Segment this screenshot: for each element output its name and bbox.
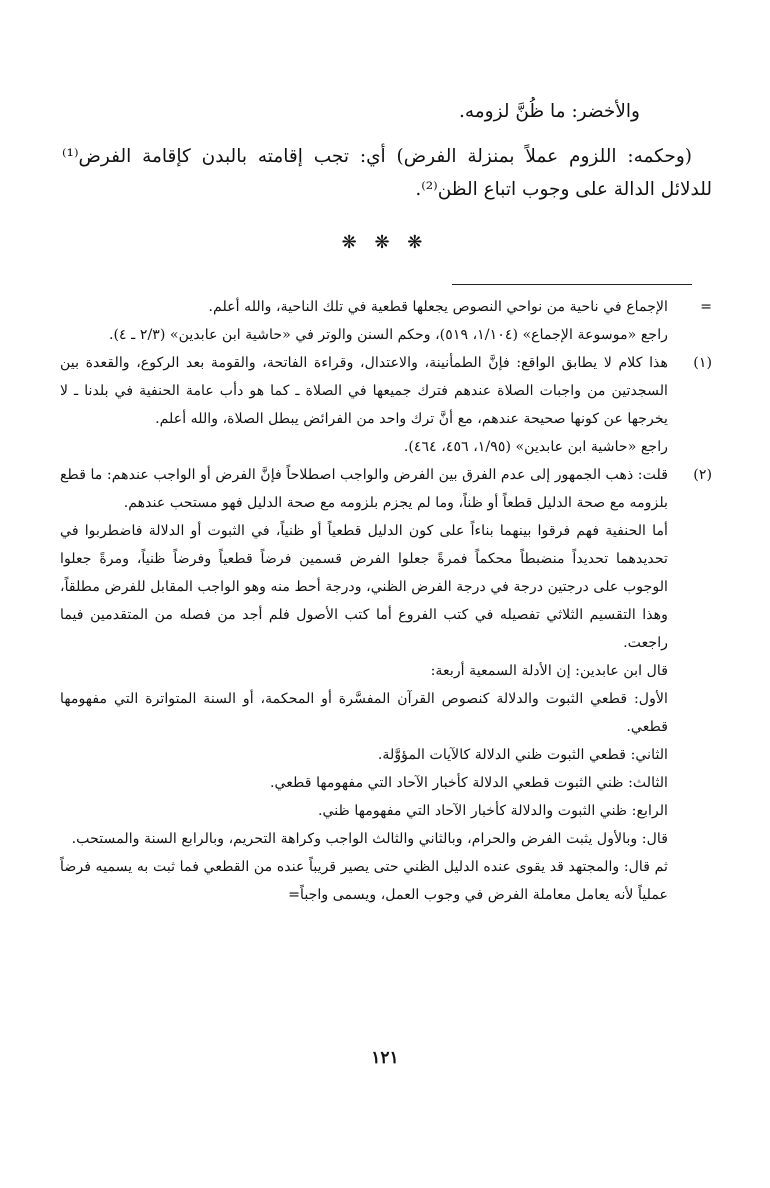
footnote-mark-1: (١) [693,355,712,371]
footnote-text: قال: وبالأول يثبت الفرض والحرام، وبالثاني والثالث الواجب وكراهة التحريم، وبالرابع السنة والمستحب. [71,831,668,847]
page-number: ١٢١ [371,1048,399,1068]
footnote-1 [60,349,712,461]
footnote-text: الإجماع في ناحية من نواحي النصوص يجعلها قطعية في تلك الناحية، والله أعلم. [208,299,668,315]
footnote-divider [452,284,692,285]
main-text [62,95,712,206]
footnote-text: هذا كلام لا يطابق الواقع: فإنَّ الطمأنينة، والاعتدال، وقراءة الفاتحة، والقومة بعد الركوع، والقعدة بين السجدتين من واجبات الصلاة عندهم فترك جميعها في الصلاة ـ كما هو دأب عامة الحنفية في بلدنا ـ لا يخرجها عن كونها صحيحة عندهم، مع أنَّ ترك واحد من الفرائض يبطل الصلاة، والله أعلم. [60,355,668,427]
footnote-text: قلت: ذهب الجمهور إلى عدم الفرق بين الفرض والواجب اصطلاحاً فإنَّ الفرض أو الواجب عندهم: ما قطع بلزومه مع صحة الدليل قطعاً أو ظناً، وما لم يجزم بلزومه مع صحة الدليل فهو مستحب عندهم. [60,467,668,511]
footnotes [60,293,712,909]
footnote-text: ثم قال: والمجتهد قد يقوى عنده الدليل الظني حتى يصير قريباً عنده من القطعي فما ثبت به يسميه فرضاً عملياً لأنه يعامل معاملة الفرض في وجوب العمل، ويسمى واجباً= [60,859,668,903]
footnote-text: أما الحنفية فهم فرقوا بينهما بناءاً على كون الدليل قطعياً أو ظنياً، في الثبوت أو الدلالة فاضطربوا في تحديدهما تحديداً منضبطاً محكماً فمرةً جعلوا الفرض قسمين فرضاً قطعياً وفرضاً ظنياً، ومرةً جعلوا الوجوب على درجتين درجة في درجة الفرض الظني، ودرجة أحط منه وهو الواجب المقابل للفرض مطلقاً، وهذا التقسيم الثلاثي تفصيله في كتب الفروع أما كتب الأصول فلم أجد من فصله من المتقدمين فيما راجعت. [60,523,668,651]
footnote-text: الأول: قطعي الثبوت والدلالة كنصوص القرآن المفسَّرة أو المحكمة، أو السنة المتواترة التي مفهومها قطعي. [60,691,668,735]
footnote-text: راجع «موسوعة الإجماع» (١/١٠٤، ٥١٩)، وحكم السنن والوتر في «حاشية ابن عابدين» (٢/٣ ـ ٤). [109,327,668,343]
footnote-text: قال ابن عابدين: إن الأدلة السمعية أربعة: [430,663,668,679]
section-separator-stars: ❋ ❋ ❋ [341,232,429,253]
main-paragraph-2: (وحكمه: اللزوم عملاً بمنزلة الفرض) أي: تجب إقامته بالبدن كإقامة الفرض⁽¹⁾ للدلائل الدالة على وجوب اتباع الظن⁽²⁾. [62,146,712,200]
footnote-2 [60,461,712,909]
footnote-text: الثالث: ظني الثبوت قطعي الدلالة كأخبار الآحاد التي مفهومها قطعي. [269,775,668,791]
footnote-mark-2: (٢) [693,467,712,483]
footnote-mark-continued: = [700,299,712,315]
main-line-1: والأخضر: ما ظُنَّ لزومه. [458,101,640,122]
footnote-text: الثاني: قطعي الثبوت ظني الدلالة كالآيات المؤوَّلة. [377,747,668,763]
footnote-text: الرابع: ظني الثبوت والدلالة كأخبار الآحاد التي مفهومها ظني. [317,803,668,819]
footnote-text: راجع «حاشية ابن عابدين» (١/٩٥، ٤٥٦، ٤٦٤). [403,439,668,455]
footnote-continued [60,293,712,349]
